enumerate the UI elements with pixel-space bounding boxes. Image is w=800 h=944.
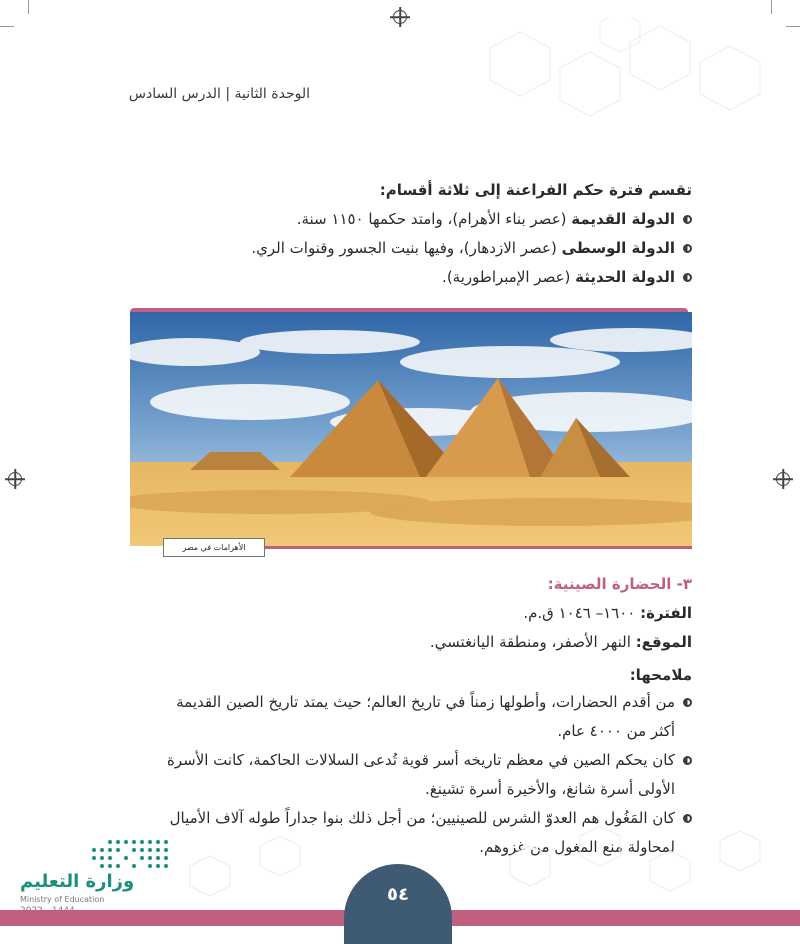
registration-mark-icon (8, 472, 22, 486)
bullet-icon (683, 244, 692, 253)
bullet-icon (683, 215, 692, 224)
list-item: الدولة القديمة (عصر بناء الأهرام)، وامتد حكمها ١١٥٠ سنة. (251, 205, 692, 234)
photo-caption: الأهرامات في مصر (163, 538, 265, 557)
pharaohs-section (251, 176, 692, 292)
bullet-icon (683, 756, 692, 765)
features-label: ملامحها: (629, 666, 692, 684)
unit-lesson-title: الوحدة الثانية | الدرس السادس (128, 86, 310, 102)
photo-underline (262, 546, 692, 549)
list-item: الدولة الحديثة (عصر الإمبراطورية). (251, 263, 692, 292)
page-number: ٥٤ (387, 884, 409, 905)
crop-mark (28, 0, 29, 14)
registration-mark-icon (776, 472, 790, 486)
list-item: من أقدم الحضارات، وأطولها زمناً في تاريخ العالم؛ حيث يمتد تاريخ الصين القديمة (167, 688, 692, 717)
ministry-name-english: Ministry of Education (20, 895, 105, 904)
list-item: الدولة الوسطى (عصر الازدهار)، وفيها بنيت الجسور وقنوات الري. (251, 234, 692, 263)
list-item-continuation: أكثر من ٤٠٠٠ عام. (557, 722, 675, 740)
list-item-continuation: لمحاولة منع المغول من غزوهم. (479, 838, 675, 856)
crop-mark (0, 26, 14, 27)
crop-mark (771, 0, 772, 14)
bullet-icon (683, 273, 692, 282)
list-item: كان يحكم الصين في معظم تاريخه أسر قوية تُدعى السلالات الحاكمة، كانت الأسرة (167, 746, 692, 775)
list-item-continuation: الأولى أسرة شانغ، والأخيرة أسرة تشينغ. (424, 780, 675, 798)
period-line: الفترة: ١٦٠٠– ١٠٤٦ ق.م. (523, 604, 692, 622)
pharaohs-intro: تقسم فترة حكم الفراعنة إلى ثلاثة أقسام: (379, 181, 692, 199)
location-line: الموقع: النهر الأصفر، ومنطقة اليانغتسي. (429, 633, 692, 651)
decorative-pattern (180, 806, 790, 910)
section-heading: ٣- الحضارة الصينية: (547, 575, 692, 593)
pyramids-photo (130, 312, 692, 546)
list-item: كان المَغُول هم العدوّ الشرس للصينيين؛ من أجل ذلك بنوا جداراً طوله آلاف الأميال (167, 804, 692, 833)
decorative-pattern (470, 18, 790, 128)
chinese-section (430, 570, 692, 690)
bullet-icon (683, 698, 692, 707)
registration-mark-icon (393, 10, 407, 24)
ministry-name: وزارة التعليم (20, 871, 135, 892)
